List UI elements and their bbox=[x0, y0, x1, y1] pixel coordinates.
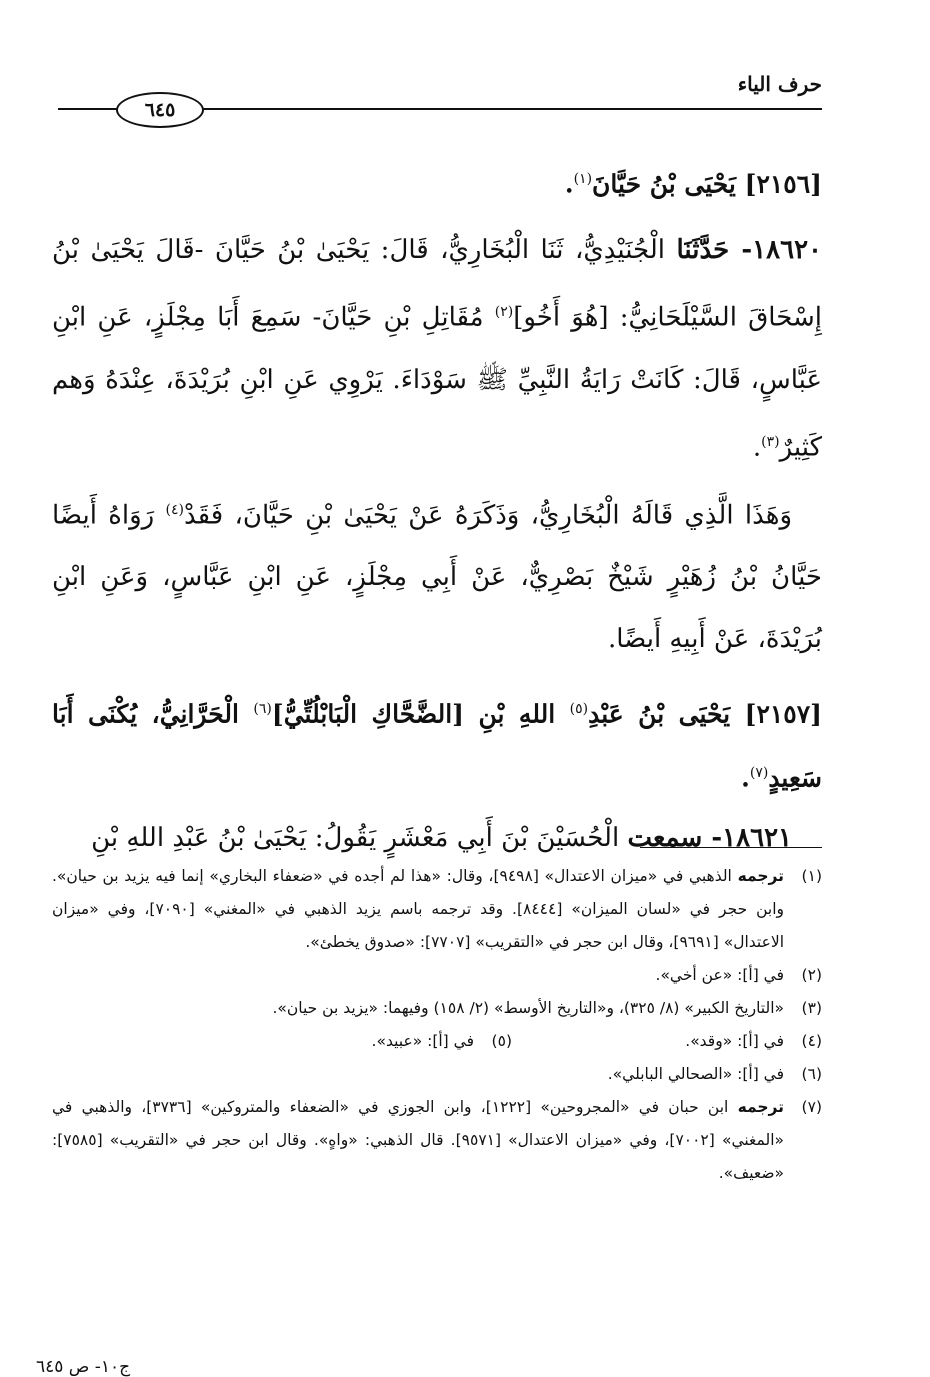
page-number: ٦٤٥ bbox=[116, 92, 204, 128]
footnote-4-5 bbox=[52, 1025, 822, 1058]
footnote-ref[interactable]: (٤) bbox=[165, 501, 184, 518]
entry-heading-2157: [٢١٥٧] يَحْيَى بْنُ عَبْدِ$^{(٥)}$ اللهِ بْنِ [الضَّحَّاكِ الْبَابْلُتِّيُّ]$^{(٦)}$ الْحَرَّانِيُّ، يُكْنَى أَبَا سَعِيدٍ$^{(٧)}$. bbox=[52, 699, 822, 792]
footnote-ref[interactable]: (٢) bbox=[494, 304, 514, 321]
footnote-ref[interactable]: (٥) bbox=[569, 701, 589, 718]
hadith-18621: ١٨٦٢١- سمعت الْحُسَيْنَ بْنَ أَبِي مَعْشَرٍ يَقُولُ: يَحْيَىٰ بْنُ عَبْدِ اللهِ بْنِ bbox=[91, 822, 792, 853]
footnote-separator bbox=[640, 847, 822, 848]
footnote-ref[interactable]: (٦) bbox=[253, 701, 272, 718]
footnote-ref[interactable]: (١) bbox=[573, 171, 593, 187]
volume-signature: ج١٠- ص ٦٤٥ bbox=[36, 1357, 131, 1377]
hadith-18620: ١٨٦٢٠- حَدَّثَنَا الْجُنَيْدِيُّ، ثَنَا الْبُخَارِيُّ، قَالَ: يَحْيَىٰ بْنُ حَيَّانَ -قَالَ يَحْيَىٰ بْنُ إِسْحَاقَ السَّيْلَحَانِيُّ: [هُوَ أَخُو]$^{(٢)}$ مُقَاتِلِ بْنِ حَيَّانَ- سَمِعَ أَبَا مِجْلَزٍ، عَنِ ابْنِ عَبَّاسٍ، قَالَ: كَانَتْ رَايَةُ النَّبِيِّ ﷺ سَوْدَاءَ. يَرْوِي عَنِ ابْنِ بُرَيْدَةَ، عِنْدَهُ وَهم كَثِيرٌ$^{(٣)}$. bbox=[52, 235, 822, 463]
running-head: حرف الياء bbox=[737, 72, 822, 96]
footnote-1: (١) ترجمه الذهبي في «ميزان الاعتدال» [٩٤٩٨]، وقال: «هذا لم أجده في «ضعفاء البخاري» إنما فيه يزيد بن حيان». وابن حجر في «لسان الميزان» [٨٤٤٤]. وقد ترجمه باسم يزيد الذهبي في «المغني» [٧٠٩٠]، وفي «ميزان الاعتدال» [٩٦٩١]، وقال ابن حجر في «التقريب» [٧٧٠٧]: «صدوق يخطئ». bbox=[52, 867, 822, 951]
footnote-6: (٦) في [أ]: «الصحالي البابلي». bbox=[607, 1065, 822, 1083]
footnote-7: (٧) ترجمه ابن حبان في «المجروحين» [١٢٢٢]، وابن الجوزي في «الضعفاء والمتروكين» [٣٧٣٦]، والذهبي في «المغني» [٧٠٠٢]، وفي «ميزان الاعتدال» [٩٥٧١]. قال الذهبي: «واهٍ». وقال ابن حجر في «التقريب» [٧٥٨٥]: «ضعيف». bbox=[52, 1098, 822, 1182]
hadith-lead: ١٨٦٢١- سمعت bbox=[627, 822, 792, 853]
footnotes bbox=[52, 860, 822, 1190]
entry-heading-2156: [٢١٥٦] يَحْيَى بْنُ حَيَّانَ$^{(١)}$. bbox=[564, 169, 822, 199]
footnote-4: (٤) في [أ]: «وقد». bbox=[685, 1032, 822, 1050]
footnote-2: (٢) في [أ]: «عن أخي». bbox=[655, 966, 822, 984]
commentary-paragraph: وَهَذَا الَّذِي قَالَهُ الْبُخَارِيُّ، وَذَكَرَهُ عَنْ يَحْيَىٰ بْنِ حَيَّانَ، فَقَدْ$^{(٤)}$ رَوَاهُ أَيضًا حَيَّانُ بْنُ زُهَيْرٍ شَيْخٌ بَصْرِيٌّ، عَنْ أَبِي مِجْلَزٍ، عَنِ ابْنِ عَبَّاسٍ، وَعَنِ ابْنِ بُرَيْدَةَ، عَنْ أَبِيهِ أَيضًا. bbox=[52, 500, 822, 655]
footnote-ref[interactable]: (٣) bbox=[761, 433, 780, 450]
main-text bbox=[52, 150, 822, 869]
hadith-lead: ١٨٦٢٠- حَدَّثَنَا bbox=[676, 235, 822, 266]
footnote-3: (٣) «التاريخ الكبير» (٨/ ٣٢٥)، و«التاريخ الأوسط» (٢/ ١٥٨) وفيهما: «يزيد بن حيان». bbox=[272, 999, 822, 1017]
footnote-ref[interactable]: (٧) bbox=[749, 764, 769, 781]
footnote-5: (٥) في [أ]: «عبيد». bbox=[371, 1032, 512, 1050]
